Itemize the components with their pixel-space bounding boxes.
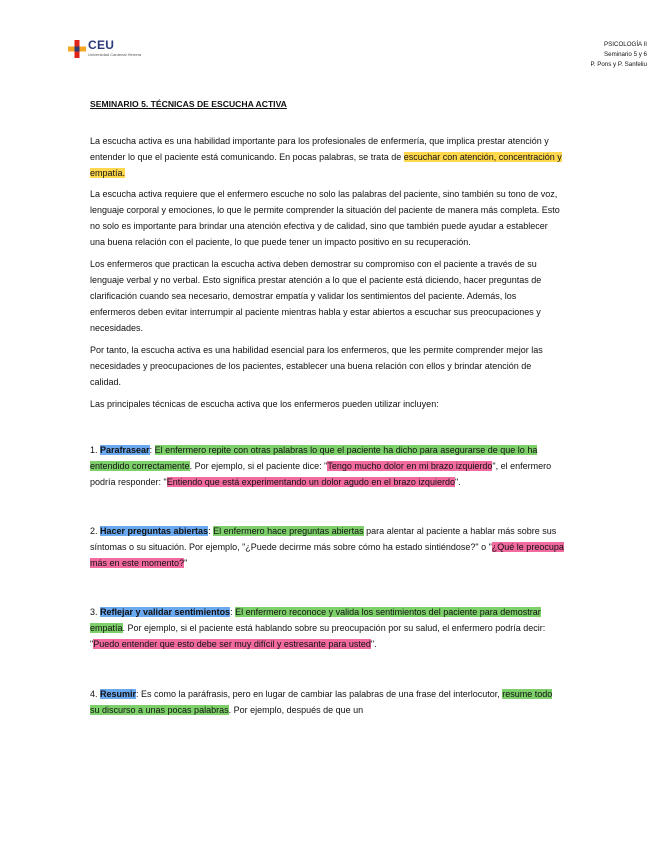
- item-number: 4.: [90, 689, 101, 699]
- item-text: . Por ejemplo, si el paciente está hablando sobre su preocupación por su salud, el enfermero podría decir: ": [90, 623, 546, 649]
- page-header-info: [590, 40, 647, 70]
- logo-text: CEU: [88, 38, 115, 52]
- paragraph-5: Las principales técnicas de escucha activa que los enfermeros pueden utilizar incluyen:: [90, 399, 439, 409]
- ceu-cross-icon: [68, 40, 86, 58]
- header-authors: P. Pons y P. Sanfeliu: [590, 61, 647, 68]
- paragraph-intro-text: La escucha activa es una habilidad importante para los profesionales de enfermería, que implica prestar atención y entender lo que el paciente está comunicando. En pocas palabras, se trata de: [90, 136, 549, 162]
- item-definition: El enfermero hace preguntas abiertas: [213, 526, 364, 536]
- item-number: 2.: [90, 526, 101, 536]
- logo-subtitle: Universidad Cardenal Herrera: [88, 52, 142, 57]
- item-sep: :: [149, 445, 155, 455]
- paragraph-4: Por tanto, la escucha activa es una habilidad esencial para los enfermeros, que les permite comprender mejor las necesidades y preocupaciones de los pacientes, establecer una buena relación con ellos y brindar atención de calidad.: [90, 345, 543, 387]
- item-example: Puedo entender que esto debe ser muy difícil y estresante para usted: [93, 639, 371, 649]
- item-sep: :: [208, 526, 214, 536]
- technique-item-4: [90, 686, 564, 718]
- technique-item-2: [90, 523, 564, 571]
- item-text-2: ", el enfermero podría responder: ": [90, 461, 552, 487]
- paragraph-3: Los enfermeros que practican la escucha activa deben demostrar su compromiso con el paciente a través de su lenguaje verbal y no verbal. Esto significa prestar atención a lo que el paciente está diciendo, hacer preguntas de clarificación cuando sea necesario, demostrar empatía y validar los sentimientos del paciente. Además, los enfermeros deben evitar interrumpir al paciente mientras habla y estar abiertos a escuchar sus preocupaciones y necesidades.: [90, 259, 542, 333]
- header-subject: PSICOLOGÍA II: [604, 41, 647, 48]
- item-term: Reflejar y validar sentimientos: [100, 607, 231, 617]
- item-end: ".: [454, 477, 461, 487]
- item-example-2: Entiendo que está experimentando un dolor agudo en el brazo izquierdo: [166, 477, 455, 487]
- paragraph-2: La escucha activa requiere que el enfermero escuche no solo las palabras del paciente, sino también su tono de voz, lenguaje corporal y emociones, lo que le permite comprender la situación del paciente de manera más completa. Esto no solo es importante para brindar una atención efectiva y de calidad, sino que también puede ayudar a establecer una buena relación con el paciente, lo que puede tener un impacto positivo en su recuperación.: [90, 189, 560, 247]
- header-seminar: Seminario 5 y 6: [604, 51, 647, 58]
- item-definition: resume todo su discurso a unas pocas palabras: [90, 689, 553, 715]
- highlight-yellow: escuchar con atención, concentración y empatía.: [90, 152, 562, 178]
- item-definition: El enfermero reconoce y valida los sentimientos del paciente para demostrar empatía: [90, 607, 541, 633]
- paragraph-intro: [90, 133, 564, 181]
- item-term: Parafrasear: [100, 445, 150, 455]
- item-definition: El enfermero repite con otras palabras lo que el paciente ha dicho para asegurarse de que lo ha entendido correctamente: [90, 445, 538, 471]
- technique-item-3: [90, 604, 564, 652]
- technique-item-1: [90, 442, 564, 490]
- item-text: . Por ejemplo, si el paciente dice: ": [189, 461, 328, 471]
- item-end: ": [184, 558, 188, 568]
- item-text: . Por ejemplo, después de que un: [228, 705, 364, 715]
- item-example: Tengo mucho dolor en mi brazo izquierdo: [327, 461, 493, 471]
- item-number: 3.: [90, 607, 101, 617]
- page-title: SEMINARIO 5. TÉCNICAS DE ESCUCHA ACTIVA: [90, 99, 287, 109]
- item-term: Resumir: [100, 689, 137, 699]
- item-example: ¿Qué le preocupa más en este momento?: [90, 542, 564, 568]
- document-body: [90, 96, 564, 751]
- item-text: para alentar al paciente a hablar más sobre sus síntomas o su situación. Por ejemplo, "¿Puede decirme más sobre cómo ha estado sintiéndose?" o ": [90, 526, 557, 552]
- item-sep: :: [230, 607, 236, 617]
- item-number: 1.: [90, 445, 101, 455]
- item-term: Hacer preguntas abiertas: [100, 526, 209, 536]
- item-sep: : Es como la paráfrasis, pero en lugar de cambiar las palabras de una frase del interlocutor,: [136, 689, 503, 699]
- ceu-logo: [68, 38, 158, 68]
- item-end: ".: [370, 639, 377, 649]
